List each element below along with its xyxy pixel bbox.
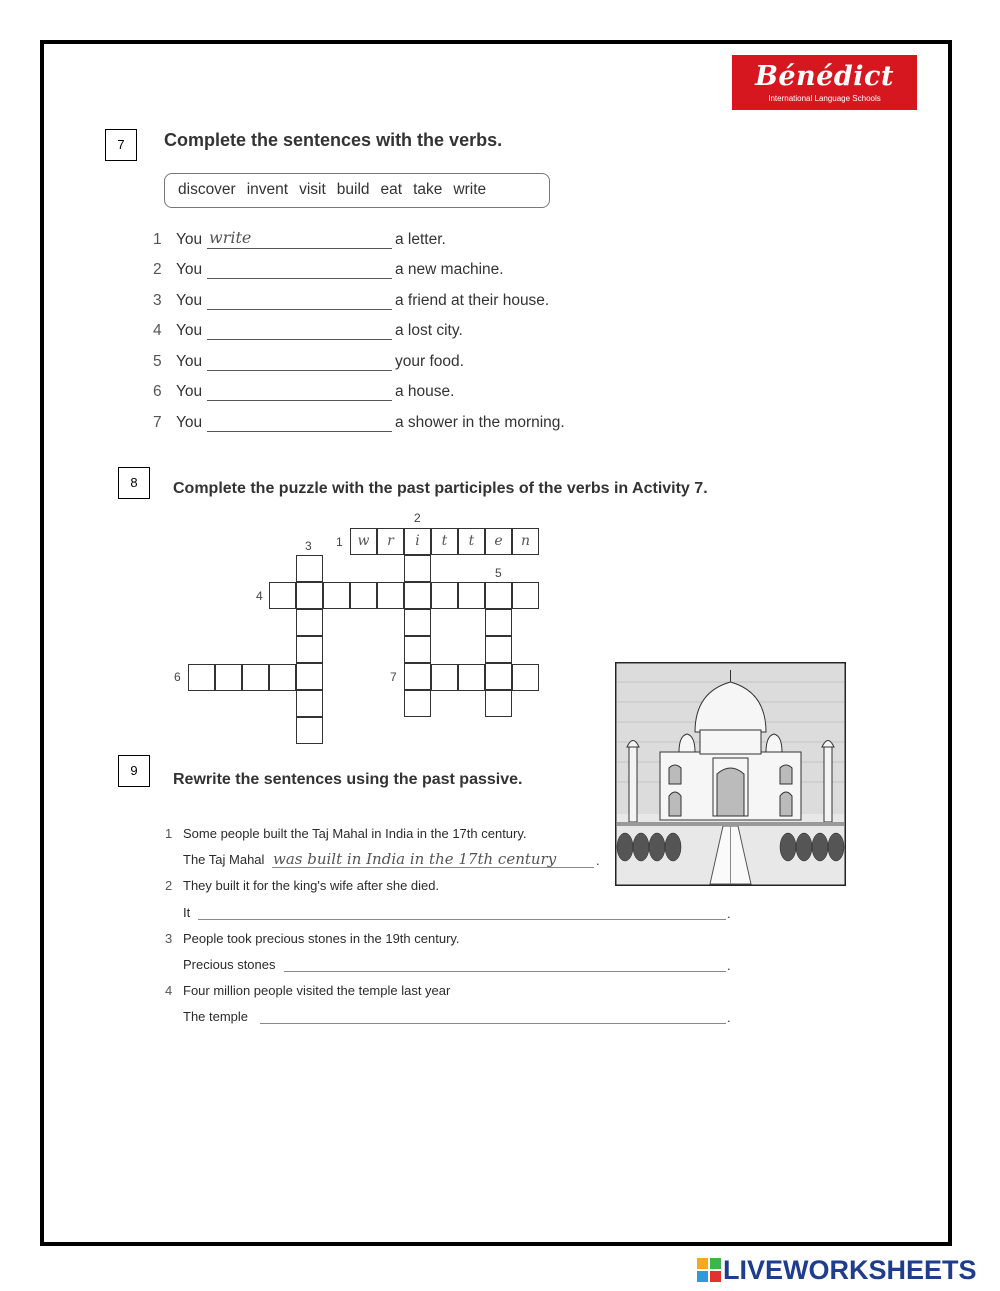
period: . bbox=[727, 1010, 731, 1025]
item-sentence: People took precious stones in the 19th century. bbox=[183, 931, 460, 946]
crossword-cell[interactable] bbox=[485, 663, 512, 690]
sentence-end: a letter. bbox=[395, 231, 446, 248]
verb-eat: eat bbox=[380, 181, 403, 198]
crossword-cell[interactable] bbox=[404, 663, 431, 690]
clue-number: 1 bbox=[336, 535, 343, 549]
crossword-cell[interactable] bbox=[296, 636, 323, 663]
sentence-number: 3 bbox=[153, 292, 162, 309]
sentence-number: 1 bbox=[153, 231, 162, 248]
crossword-cell[interactable] bbox=[296, 609, 323, 636]
liveworksheets-text: LIVEWORKSHEETS bbox=[723, 1255, 977, 1285]
crossword-cell[interactable]: w bbox=[350, 528, 377, 555]
period: . bbox=[727, 906, 731, 921]
item-number: 2 bbox=[165, 878, 173, 893]
sentence-end: a lost city. bbox=[395, 322, 463, 339]
passive-answer: was built in India in the 17th century bbox=[273, 850, 557, 868]
sentence-start: You bbox=[176, 231, 203, 248]
sentence-start: You bbox=[176, 383, 203, 400]
sentence-number: 2 bbox=[153, 261, 162, 278]
crossword-cell[interactable] bbox=[296, 717, 323, 744]
sentence-answer: write bbox=[209, 228, 252, 247]
verb-build: build bbox=[336, 181, 370, 198]
crossword-cell[interactable] bbox=[485, 690, 512, 717]
item-sentence: Some people built the Taj Mahal in India in the 17th century. bbox=[183, 826, 527, 841]
crossword-cell[interactable] bbox=[296, 663, 323, 690]
activity-8-heading-text: Complete the puzzle with the past participles of the verbs in Activity bbox=[173, 480, 695, 497]
sentence-start: You bbox=[176, 292, 203, 309]
answer-blank[interactable] bbox=[207, 339, 392, 340]
sentence-start: You bbox=[176, 414, 203, 431]
crossword-cell[interactable] bbox=[188, 664, 215, 691]
crossword-cell[interactable] bbox=[404, 555, 431, 582]
crossword-cell[interactable] bbox=[485, 582, 512, 609]
crossword-cell[interactable] bbox=[458, 582, 485, 609]
crossword-cell[interactable] bbox=[350, 582, 377, 609]
logo-tagline: International Language Schools bbox=[768, 94, 881, 103]
sentence-end: a friend at their house. bbox=[395, 292, 550, 309]
clue-number: 6 bbox=[174, 670, 181, 684]
crossword-cell[interactable] bbox=[404, 636, 431, 663]
sentence-end: a shower in the morning. bbox=[395, 414, 565, 431]
clue-number: 2 bbox=[414, 511, 421, 525]
sentence-number: 5 bbox=[153, 353, 162, 370]
sentence-start: You bbox=[176, 261, 203, 278]
answer-blank[interactable] bbox=[207, 370, 392, 371]
clue-number: 3 bbox=[305, 539, 312, 553]
crossword-cell[interactable] bbox=[431, 664, 458, 691]
activity-7-heading: Complete the sentences with the verbs. bbox=[164, 130, 503, 150]
crossword-cell[interactable] bbox=[512, 664, 539, 691]
crossword-cell[interactable] bbox=[323, 582, 350, 609]
activity-8-number: 8 bbox=[118, 467, 150, 499]
sentence-end: your food. bbox=[395, 353, 464, 370]
crossword-cell[interactable] bbox=[296, 555, 323, 582]
crossword-cell[interactable]: e bbox=[485, 528, 512, 555]
passive-prompt: The temple bbox=[183, 1009, 249, 1024]
crossword-cell[interactable] bbox=[404, 690, 431, 717]
crossword-cell[interactable] bbox=[215, 664, 242, 691]
answer-blank[interactable] bbox=[207, 309, 392, 310]
crossword-cell[interactable] bbox=[485, 609, 512, 636]
crossword-cell[interactable] bbox=[296, 690, 323, 717]
taj-mahal-image bbox=[615, 662, 846, 886]
logo-name: Bénédict bbox=[755, 61, 894, 92]
passive-prompt: It bbox=[183, 905, 191, 920]
liveworksheets-icon bbox=[697, 1258, 721, 1282]
crossword-cell[interactable] bbox=[269, 582, 296, 609]
activity-9-number: 9 bbox=[118, 755, 150, 787]
benedict-logo bbox=[732, 55, 917, 110]
activity-7-number: 7 bbox=[105, 129, 137, 161]
item-sentence: Four million people visited the temple last year bbox=[183, 983, 451, 998]
crossword-cell[interactable] bbox=[242, 664, 269, 691]
activity-8-heading: Complete the puzzle with the past participles of the verbs in Activity 7. bbox=[173, 480, 708, 497]
answer-line[interactable] bbox=[198, 919, 726, 920]
crossword-cell[interactable]: t bbox=[458, 528, 485, 555]
answer-blank[interactable] bbox=[207, 248, 392, 249]
answer-blank[interactable] bbox=[207, 278, 392, 279]
answer-blank[interactable] bbox=[207, 431, 392, 432]
answer-line[interactable] bbox=[284, 971, 726, 972]
crossword-cell[interactable] bbox=[431, 582, 458, 609]
item-number: 4 bbox=[165, 983, 173, 998]
crossword-cell[interactable] bbox=[377, 582, 404, 609]
crossword-cell[interactable] bbox=[512, 582, 539, 609]
sentence-end: a house. bbox=[395, 383, 455, 400]
crossword-cell[interactable] bbox=[269, 664, 296, 691]
sentence-number: 4 bbox=[153, 322, 162, 339]
verb-write: write bbox=[453, 181, 487, 198]
crossword-cell[interactable] bbox=[485, 636, 512, 663]
activity-8-heading-ref: 7 bbox=[694, 480, 704, 497]
sentence-number: 7 bbox=[153, 414, 162, 431]
crossword-cell[interactable]: i bbox=[404, 528, 431, 555]
period: . bbox=[727, 958, 731, 973]
crossword-cell[interactable]: n bbox=[512, 528, 539, 555]
crossword-cell[interactable] bbox=[404, 582, 431, 609]
period: . bbox=[596, 853, 600, 868]
sentence-start: You bbox=[176, 322, 203, 339]
verb-invent: invent bbox=[246, 181, 289, 198]
clue-number: 7 bbox=[390, 670, 397, 684]
sentence-start: You bbox=[176, 353, 203, 370]
crossword-cell[interactable] bbox=[296, 582, 323, 609]
passive-prompt: The Taj Mahal bbox=[183, 852, 265, 867]
passive-prompt: Precious stones bbox=[183, 957, 276, 972]
crossword-cell[interactable] bbox=[404, 609, 431, 636]
verb-discover: discover bbox=[178, 181, 236, 198]
verb-visit: visit bbox=[299, 181, 326, 198]
crossword-cell[interactable]: t bbox=[431, 528, 458, 555]
item-number: 3 bbox=[165, 931, 173, 946]
verb-box bbox=[164, 173, 550, 208]
item-sentence: They built it for the king's wife after she died. bbox=[183, 878, 440, 893]
answer-line[interactable] bbox=[260, 1023, 726, 1024]
clue-number: 5 bbox=[495, 566, 502, 580]
sentence-end: a new machine. bbox=[395, 261, 504, 278]
answer-blank[interactable] bbox=[207, 400, 392, 401]
sentence-number: 6 bbox=[153, 383, 162, 400]
item-number: 1 bbox=[165, 826, 173, 841]
crossword-cell[interactable]: r bbox=[377, 528, 404, 555]
verb-take: take bbox=[413, 181, 443, 198]
activity-9-heading: Rewrite the sentences using the past passive. bbox=[173, 771, 523, 788]
clue-number: 4 bbox=[256, 589, 263, 603]
crossword-cell[interactable] bbox=[458, 664, 485, 691]
